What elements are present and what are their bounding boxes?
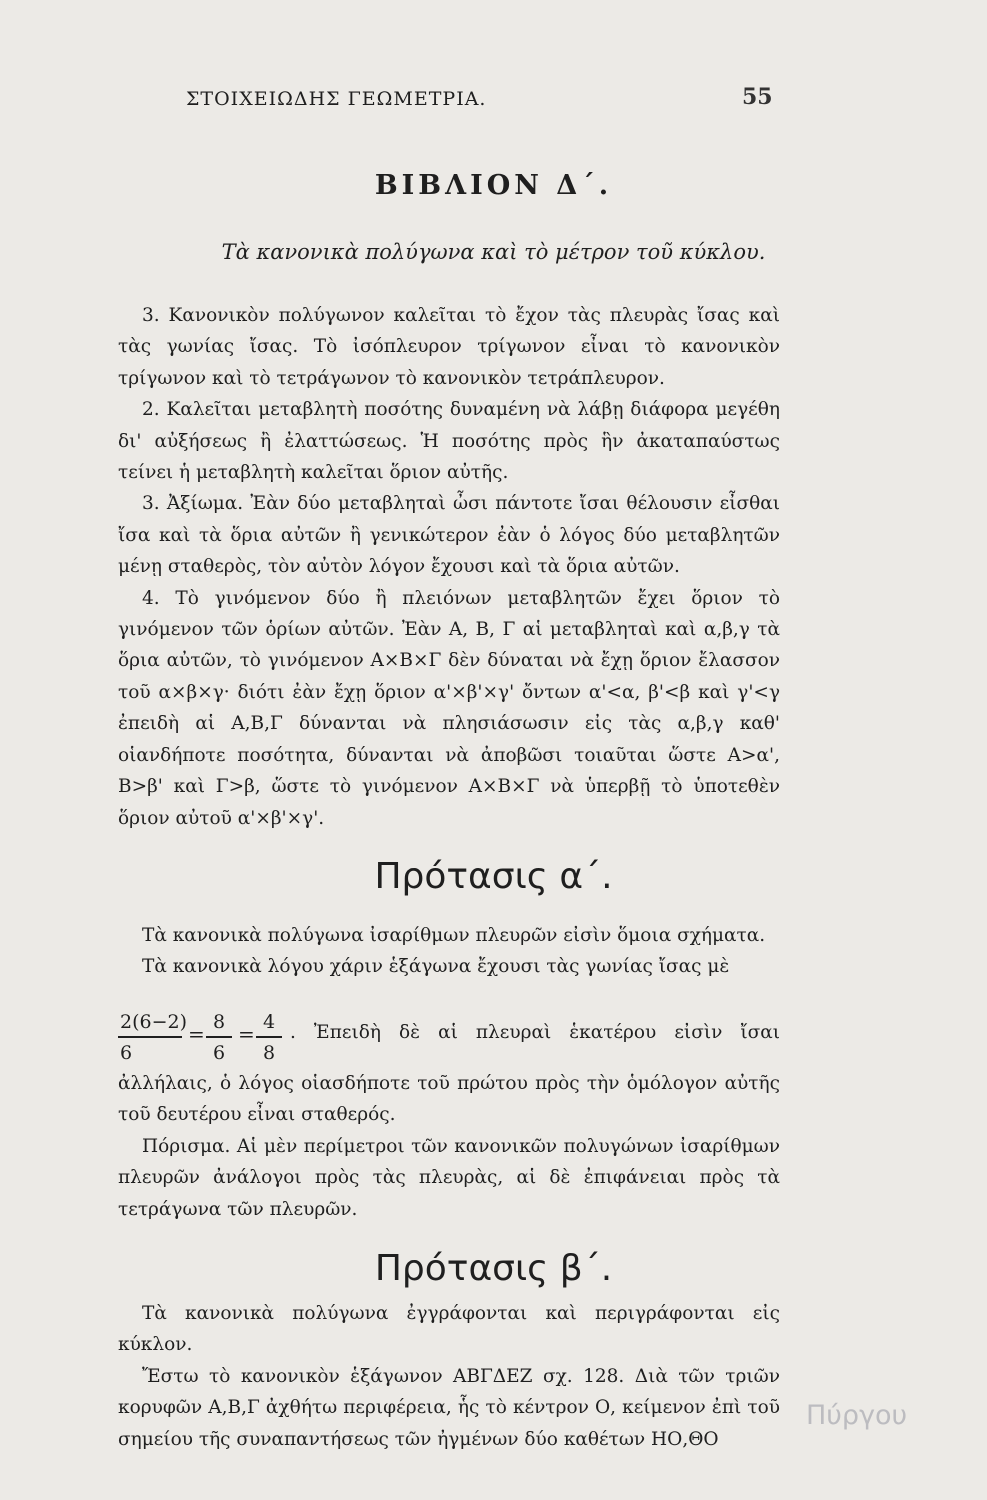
equals-sign-1: = — [188, 1022, 205, 1046]
fraction-equation — [118, 1008, 780, 1072]
proposition-a-line2: Τὰ κανονικὰ λόγου χάριν ἑξάγωνα ἔχουσι τὰς γωνίας ἴσας μὲ — [142, 956, 730, 978]
fraction-1-numerator: 2(6−2) — [118, 1008, 182, 1038]
intro-section — [118, 300, 780, 834]
equals-sign-2: = — [238, 1022, 255, 1046]
fraction-1-denominator: 6 — [120, 1042, 133, 1064]
running-title: ΣΤΟΙΧΕΙΩΔΗΣ ΓΕΩΜΕΤΡΙΑ. — [186, 88, 487, 110]
fraction-3-numerator: 4 — [256, 1008, 282, 1038]
page-number: 55 — [742, 84, 773, 110]
fraction-2 — [206, 1008, 232, 1068]
proposition-b-statement: Τὰ κανονικὰ πολύγωνα ἐγγράφονται καὶ περιγράφονται εἰς κύκλον. — [118, 1303, 780, 1356]
proposition-a-continuation — [118, 1068, 780, 1225]
proposition-a-text — [118, 920, 780, 983]
proposition-a-proof: ἀλλήλαις, ὁ λόγος οἱασδήποτε τοῦ πρώτου πρὸς τὴν ὁμόλογον αὐτῆς τοῦ δευτέρου εἶναι σταθερός. — [118, 1073, 780, 1126]
library-watermark: Πύργου — [806, 1400, 908, 1431]
proposition-a-statement: Τὰ κανονικὰ πολύγωνα ἰσαρίθμων πλευρῶν εἰσὶν ὅμοια σχήματα. — [142, 925, 766, 946]
paragraph-axiom: 3. Ἀξίωμα. Ἐὰν δύο μεταβληταὶ ὦσι πάντοτε ἴσαι θέλουσιν εἶσθαι ἴσα καὶ τὰ ὅρια αὐτῶν ἢ γενικώτερον ἐὰν ὁ λόγος δύο μεταβλητῶν μένῃ σταθερὸς, τὸν αὐτὸν λόγον ἔχουσι καὶ τὰ ὅρια αὐτῶν. — [118, 493, 780, 578]
paragraph-product-limit: 4. Τὸ γινόμενον δύο ἢ πλειόνων μεταβλητῶν ἔχει ὅριον τὸ γινόμενον τῶν ὁρίων αὐτῶν. Ἐὰν Α, Β, Γ αἱ μεταβληταὶ καὶ α,β,γ τὰ ὅρια αὐτῶν, τὸ γινόμενον Α×Β×Γ δὲν δύναται νὰ ἔχῃ ὅριον ἔλασσον τοῦ α×β×γ· διότι ἐὰν ἔχῃ ὅριον α'×β'×γ' ὄντων α'<α, β'<β καὶ γ'<γ ἐπειδὴ αἱ Α,Β,Γ δύνανται νὰ πλησιάσωσιν εἰς τὰς α,β,γ καθ' οἱανδήποτε ποσότητα, δύνανται νὰ ἀποβῶσι τοιαῦται ὥστε Α>α', Β>β' καὶ Γ>β, ὥστε τὸ γινόμενον Α×Β×Γ νὰ ὑπερβῇ τὸ ὑποτεθὲν ὅριον αὐτοῦ α'×β'×γ'. — [118, 587, 780, 829]
fraction-3-denominator: 8 — [262, 1042, 276, 1064]
paragraph-definition-variable: 2. Καλεῖται μεταβλητὴ ποσότης δυναμένη νὰ λάβῃ διάφορα μεγέθη δι' αὐξήσεως ἢ ἐλαττώσεως. Ἡ ποσότης πρὸς ἣν ἀκαταπαύστως τείνει ἡ μεταβλητὴ καλεῖται ὅριον αὐτῆς. — [118, 399, 780, 484]
fraction-tail-text: . Ἐπειδὴ δὲ αἱ πλευραὶ ἑκατέρου εἰσὶν ἴσαι — [290, 1022, 780, 1043]
book-title: ΒΙΒΛΙΟΝ Δ΄. — [374, 170, 613, 201]
proposition-a-heading: Πρότασις α΄. — [374, 856, 613, 897]
fraction-2-numerator: 8 — [206, 1008, 232, 1038]
proposition-b-proof: Ἔστω τὸ κανονικὸν ἑξάγωνον ΑΒΓΔΕΖ σχ. 128. Διὰ τῶν τριῶν κορυφῶν Α,Β,Γ ἀχθήτω περιφέρεια, ἧς τὸ κέντρον Ο, κείμενον ἐπὶ τοῦ σημείου τῆς συναπαντήσεως τῶν ἠγμένων δύο καθέτων ΗΟ,ΘΟ — [118, 1365, 780, 1450]
book-subtitle: Τὰ κανονικὰ πολύγωνα καὶ τὸ μέτρον τοῦ κύκλου. — [221, 240, 766, 264]
paragraph-definition-regular-polygon: 3. Κανονικὸν πολύγωνον καλεῖται τὸ ἔχον τὰς πλευρὰς ἴσας καὶ τὰς γωνίας ἴσας. Τὸ ἰσόπλευρον τρίγωνον εἶναι τὸ κανονικὸν τρίγωνον καὶ τὸ τετράγωνον τὸ κανονικὸν τετράπλευρον. — [118, 305, 780, 389]
proposition-a-corollary: Πόρισμα. Αἱ μὲν περίμετροι τῶν κανονικῶν πολυγώνων ἰσαρίθμων πλευρῶν ἀνάλογοι πρὸς τὰς πλευρὰς, αἱ δὲ ἐπιφάνειαι πρὸς τὰ τετράγωνα τῶν πλευρῶν. — [118, 1135, 780, 1220]
proposition-b-heading: Πρότασις β΄. — [374, 1248, 613, 1289]
fraction-3 — [256, 1008, 282, 1068]
fraction-1 — [118, 1008, 188, 1068]
proposition-b-text — [118, 1298, 780, 1455]
fraction-2-denominator: 6 — [212, 1042, 226, 1064]
